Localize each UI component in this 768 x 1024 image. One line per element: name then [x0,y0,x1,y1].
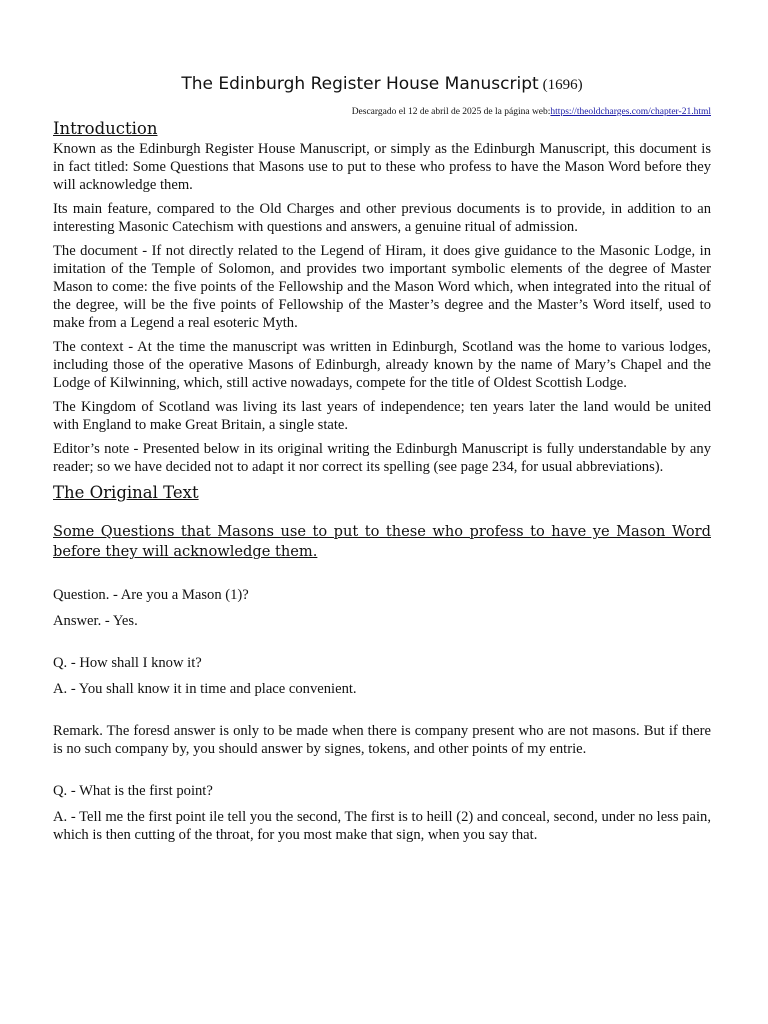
title-year: (1696) [542,77,583,93]
document-page [53,0,711,852]
qa-group-2 [53,654,711,698]
intro-paragraph-4: The context - At the time the manuscript was written in Edinburgh, Scotland was the home to various lodges, including those of the operative Masons of Edinburgh, already known by the name of Mary’s Chapel and the Lodge of Kilwinning, which, still active nowadays, compete for the title of Oldest Scottish Lodge. [53,339,711,391]
intro-paragraph-3: The document - If not directly related to the Legend of Hiram, it does give guidance to the Masonic Lodge, in imitation of the Temple of Solomon, and provides two important symbolic elements of the degree of Master Mason to come: the five points of the Fellowship and the Mason Word which, when integrated into the ritual of the degree, will be the five points of Fellowship of the Master’s degree and the Master’s Word itself, used to make from a Legend a real esoteric Myth. [53,243,711,331]
answer-1: Answer. - Yes. [53,613,138,629]
intro-paragraph-6: Editor’s note - Presented below in its original writing the Edinburgh Manuscript is fully understandable by any reader; so we have decided not to adapt it nor correct its spelling (see page 234, for usual abbreviations). [53,441,711,475]
remark-text: Remark. The foresd answer is only to be made when there is company present who are not masons. But if there is no such company by, you should answer by signes, tokens, and other points of my entrie. [53,723,711,757]
remark-block [53,722,711,758]
qa-group-3 [53,782,711,844]
question-2: Q. - How shall I know it? [53,655,202,671]
intro-paragraph-2: Its main feature, compared to the Old Charges and other previous documents is to provide, in addition to an interesting Masonic Catechism with questions and answers, a genuine ritual of admission. [53,201,711,235]
introduction-heading: Introduction [53,119,158,138]
source-link[interactable]: https://theoldcharges.com/chapter-21.html [550,107,711,117]
answer-2: A. - You shall know it in time and place convenient. [53,681,357,697]
document-title [53,72,711,96]
intro-paragraph-5: The Kingdom of Scotland was living its last years of independence; ten years later the land would be united with England to make Great Britain, a single state. [53,399,711,433]
title-text: The Edinburgh Register House Manuscript [181,74,539,94]
question-3: Q. - What is the first point? [53,783,213,799]
question-1: Question. - Are you a Mason (1)? [53,587,249,603]
original-text-heading: The Original Text [53,483,199,502]
qa-group-1 [53,586,711,630]
download-note [53,106,711,118]
download-prefix: Descargado el 12 de abril de 2025 de la página web: [351,107,551,117]
answer-3: A. - Tell me the first point ile tell you the second, The first is to heill (2) and conceal, second, under no less pain, which is then cutting of the throat, for you most make that sign, when you say that. [53,809,711,843]
original-subheading: Some Questions that Masons use to put to these who profess to have ye Mason Word before they will acknowledge them. [53,523,711,560]
intro-paragraph-1: Known as the Edinburgh Register House Manuscript, or simply as the Edinburgh Manuscript, this document is in fact titled: Some Questions that Masons use to put to these who profess to have the Mason Word before they will acknowledge them. [53,141,711,193]
